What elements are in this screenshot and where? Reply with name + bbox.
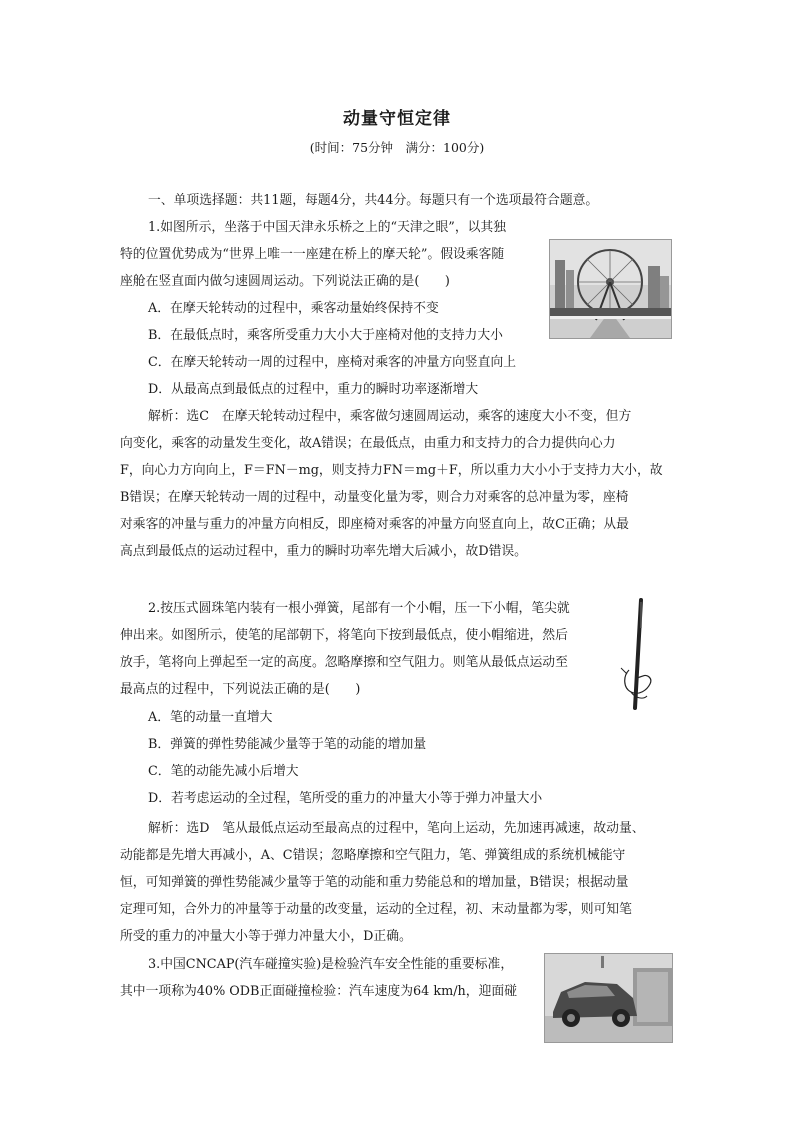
q2-stem-line: 伸出来。如图所示，使笔的尾部朝下，将笔向下按到最低点，使小帽缩进，然后 — [120, 628, 568, 643]
ferris-wheel-photo — [549, 239, 672, 339]
q1-option: A．在摩天轮转动的过程中，乘客动量始终保持不变 — [148, 301, 439, 316]
q2-stem-line: 最高点的过程中，下列说法正确的是( ) — [120, 682, 361, 697]
q2-stem-line: 2.按压式圆珠笔内装有一根小弹簧，尾部有一个小帽，压一下小帽，笔尖就 — [148, 601, 570, 616]
q1-analysis-line: 解析：选C 在摩天轮转动过程中，乘客做匀速圆周运动，乘客的速度大小不变，但方 — [148, 409, 632, 424]
q1-analysis-line: 向变化，乘客的动量发生变化，故A错误；在最低点，由重力和支持力的合力提供向心力 — [120, 436, 616, 451]
q2-stem-line: 放手，笔将向上弹起至一定的高度。忽略摩擦和空气阻力。则笔从最低点运动至 — [120, 655, 568, 670]
q1-analysis-line: F，向心力方向向上，F＝FN－mg，则支持力FN＝mg＋F，所以重力大小小于支持力大小，故 — [120, 463, 663, 478]
q1-stem-line: 1.如图所示，坐落于中国天津永乐桥之上的“天津之眼”，以其独 — [148, 220, 507, 235]
q2-option: B．弹簧的弹性势能减少量等于笔的动能的增加量 — [148, 737, 427, 752]
q1-analysis-line: B错误；在摩天轮转动一周的过程中，动量变化量为零，则合力对乘客的总冲量为零，座椅 — [120, 490, 629, 505]
q2-option: C．笔的动能先减小后增大 — [148, 764, 299, 779]
q3-stem-line: 3.中国CNCAP(汽车碰撞实验)是检验汽车安全性能的重要标准， — [148, 957, 514, 972]
page-title: 动量守恒定律 — [343, 109, 451, 129]
q1-stem-line: 特的位置优势成为“世界上唯一一座建在桥上的摩天轮”。假设乘客随 — [120, 247, 505, 262]
q2-analysis-line: 所受的重力的冲量大小等于弹力冲量大小，D正确。 — [120, 929, 412, 944]
q1-analysis-line: 高点到最低点的运动过程中，重力的瞬时功率先增大后减小，故D错误。 — [120, 544, 527, 559]
q1-option: C．在摩天轮转动一周的过程中，座椅对乘客的冲量方向竖直向上 — [148, 355, 517, 370]
q2-analysis-line: 恒，可知弹簧的弹性势能减少量等于笔的动能和重力势能总和的增加量，B错误；根据动量 — [120, 875, 629, 890]
q2-analysis-line: 解析：选D 笔从最低点运动至最高点的过程中，笔向上运动，先加速再减速，故动量、 — [148, 821, 645, 836]
pen-hand-illustration — [617, 598, 661, 716]
q1-analysis-line: 对乘客的冲量与重力的冲量方向相反，即座椅对乘客的冲量方向竖直向上，故C正确；从最 — [120, 517, 629, 532]
q1-option: B．在最低点时，乘客所受重力大小大于座椅对他的支持力大小 — [148, 328, 503, 343]
q2-analysis-line: 动能都是先增大再减小，A、C错误；忽略摩擦和空气阻力，笔、弹簧组成的系统机械能守 — [120, 848, 626, 863]
section-heading: 一、单项选择题：共11题，每题4分，共44分。每题只有一个选项最符合题意。 — [148, 193, 599, 208]
q2-option: D．若考虑运动的全过程，笔所受的重力的冲量大小等于弹力冲量大小 — [148, 791, 543, 806]
q3-stem-line: 其中一项称为40% ODB正面碰撞检验：汽车速度为64 km/h，迎面碰 — [120, 984, 517, 999]
q1-stem-line: 座舱在竖直面内做匀速圆周运动。下列说法正确的是( ) — [120, 274, 450, 289]
crash-test-photo — [544, 953, 673, 1043]
q2-analysis-line: 定理可知，合外力的冲量等于动量的改变量，运动的全过程，初、末动量都为零，则可知笔 — [120, 902, 632, 917]
q2-option: A．笔的动量一直增大 — [148, 710, 273, 725]
page-subtitle: (时间：75分钟 满分：100分) — [309, 140, 485, 155]
q1-option: D．从最高点到最低点的过程中，重力的瞬时功率逐渐增大 — [148, 382, 479, 397]
